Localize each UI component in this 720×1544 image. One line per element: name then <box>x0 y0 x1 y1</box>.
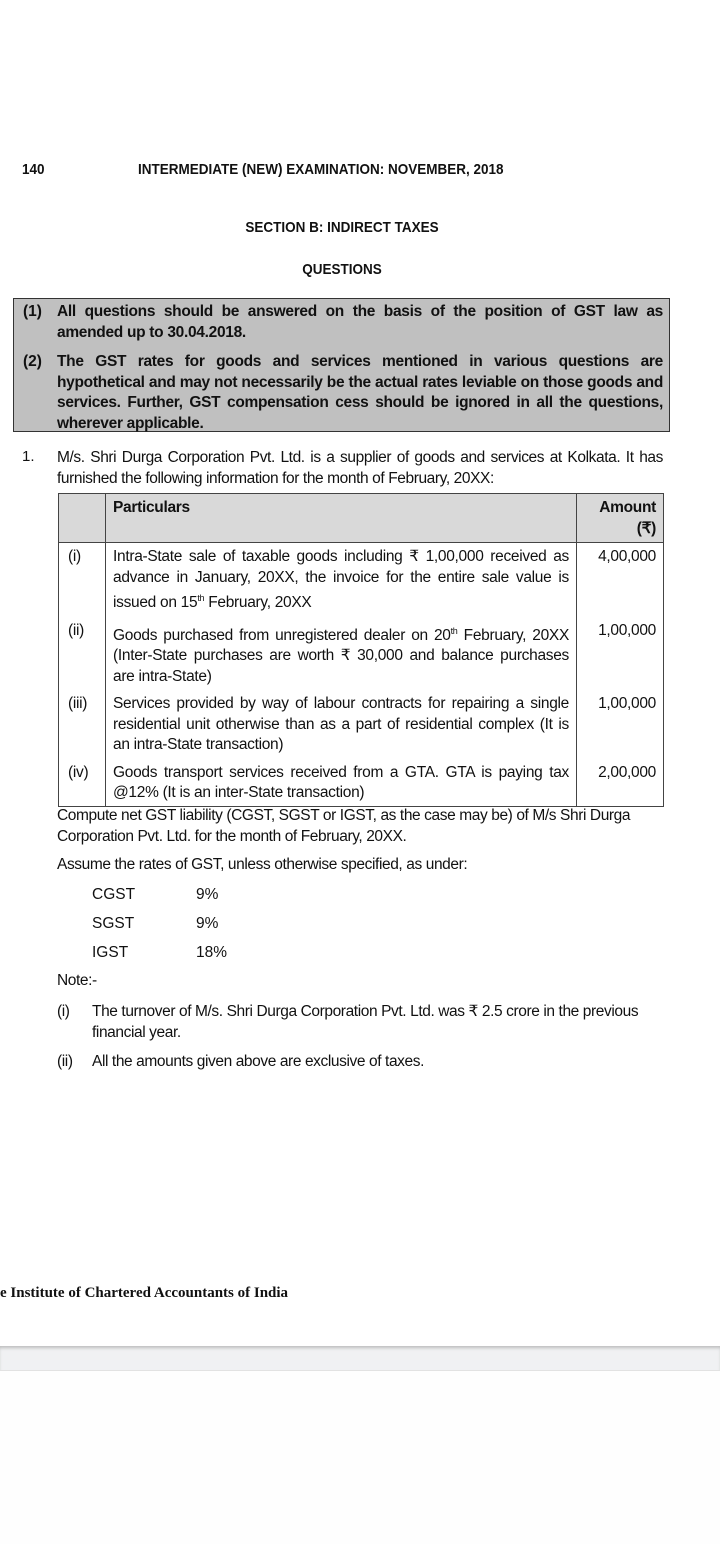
rate-value: 18% <box>196 944 228 961</box>
note-number: (i) <box>57 1003 70 1020</box>
page-footer: e Institute of Chartered Accountants of India <box>0 1285 289 1301</box>
row-particulars: Goods transport services received from a GTA. GTA is paying tax @12% (It is an inter-State transaction) <box>106 759 577 807</box>
table-header-row <box>59 494 664 543</box>
running-head: INTERMEDIATE (NEW) EXAMINATION: NOVEMBER, 2018 <box>138 161 504 178</box>
note-label: Note:- <box>57 972 97 989</box>
page-separator <box>0 1346 720 1371</box>
instruction-text: The GST rates for goods and services mentioned in various questions are hypothetical and may not necessarily be the actual rates leviable on those goods and services. Further, GST compensation cess should be ignored in all the questions, wherever applicable. <box>57 353 663 432</box>
row-serial: (i) <box>59 543 106 617</box>
header-amount: Amount (₹) <box>577 494 664 543</box>
question-number: 1. <box>22 448 35 465</box>
rate-name: CGST <box>92 886 136 903</box>
questions-title: QUESTIONS <box>302 261 382 278</box>
row-particulars: Goods purchased from unregistered dealer on 20th February, 20XX (Inter-State purchases are worth ₹ 30,000 and balance purchases are intra-State) <box>106 617 577 691</box>
ordinal-suffix: th <box>197 593 205 603</box>
assume-rates-text: Assume the rates of GST, unless otherwise specified, as under: <box>57 856 468 873</box>
row-amount: 2,00,000 <box>577 759 664 807</box>
row-particulars: Intra-State sale of taxable goods including ₹ 1,00,000 received as advance in January, 20XX, the invoice for the entire sale value is issued on 15th February, 20XX <box>106 543 577 617</box>
section-title: SECTION B: INDIRECT TAXES <box>245 219 439 236</box>
note-text: All the amounts given above are exclusive of taxes. <box>92 1053 424 1070</box>
compute-instruction: Compute net GST liability (CGST, SGST or IGST, as the case may be) of M/s Shri Durga Corporation Pvt. Ltd. for the month of February, 20XX. <box>57 807 631 845</box>
instruction-number: (1) <box>23 303 42 320</box>
table-row <box>59 617 664 691</box>
row-amount: 1,00,000 <box>577 690 664 759</box>
instruction-text: All questions should be answered on the basis of the position of GST law as amended up to 30.04.2018. <box>57 303 663 341</box>
row-serial: (ii) <box>59 617 106 691</box>
rate-name: IGST <box>92 944 129 961</box>
header-sn <box>59 494 106 543</box>
table-row <box>59 543 664 617</box>
question-intro: M/s. Shri Durga Corporation Pvt. Ltd. is a supplier of goods and services at Kolkata. It has furnished the following information for the month of February, 20XX: <box>57 449 663 487</box>
note-text: The turnover of M/s. Shri Durga Corporation Pvt. Ltd. was ₹ 2.5 crore in the previous financial year. <box>92 1003 639 1041</box>
particulars-table <box>58 493 664 807</box>
row-particulars: Services provided by way of labour contracts for repairing a single residential unit otherwise than as a part of residential complex (It is an intra-State transaction) <box>106 690 577 759</box>
rate-value: 9% <box>196 886 219 903</box>
row-serial: (iv) <box>59 759 106 807</box>
instructions-box <box>13 298 670 432</box>
row-amount: 1,00,000 <box>577 617 664 691</box>
note-number: (ii) <box>57 1053 73 1070</box>
row-serial: (iii) <box>59 690 106 759</box>
next-page <box>0 1371 720 1544</box>
rate-name: SGST <box>92 915 135 932</box>
header-particulars: Particulars <box>106 494 577 543</box>
row-amount: 4,00,000 <box>577 543 664 617</box>
page-number: 140 <box>22 161 45 178</box>
table-row <box>59 759 664 807</box>
instruction-number: (2) <box>23 353 42 370</box>
table-row <box>59 690 664 759</box>
ordinal-suffix: th <box>450 625 458 636</box>
rate-value: 9% <box>196 915 219 932</box>
